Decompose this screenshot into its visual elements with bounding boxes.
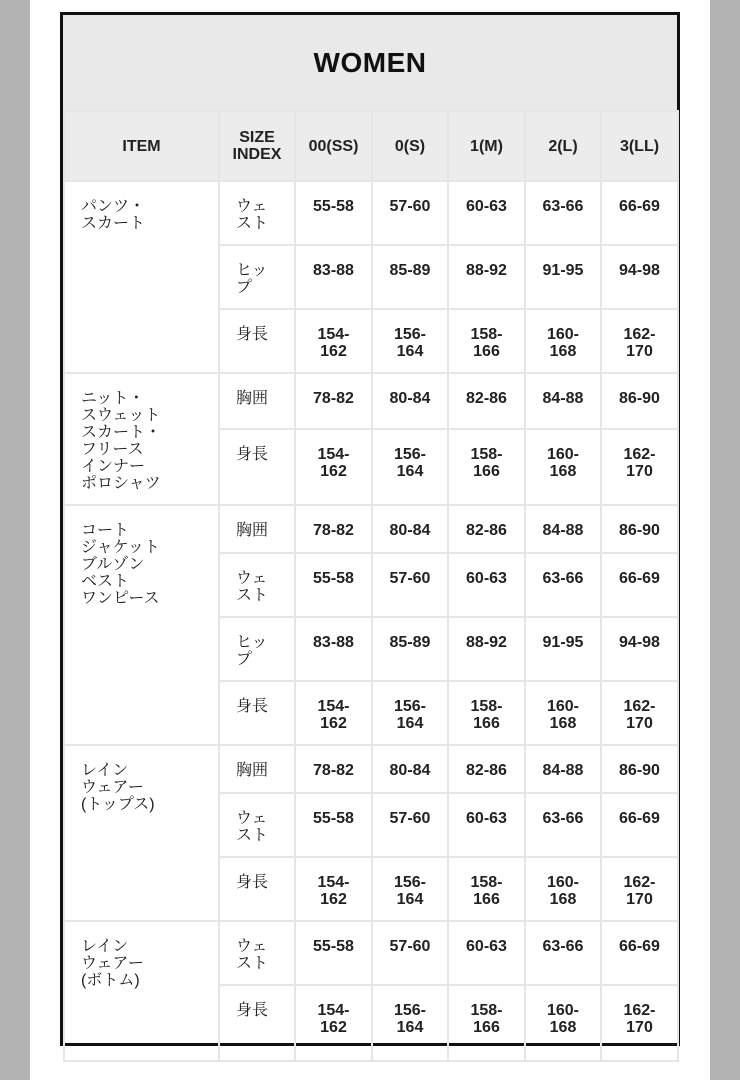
size-value-cell: 162- 170: [601, 681, 678, 745]
table-row: [64, 373, 678, 429]
size-value-cell: 86-90: [601, 373, 678, 429]
size-value-cell: 60-63: [448, 793, 525, 857]
size-value-cell: 57-60: [372, 793, 448, 857]
table-row: [64, 505, 678, 553]
header-size-3ll: 3(LL): [601, 111, 678, 181]
size-value-cell: 154- 162: [295, 985, 372, 1061]
size-index-cell: ヒッ プ: [219, 617, 295, 681]
size-value-cell: 66-69: [601, 793, 678, 857]
size-index-cell: 身長: [219, 309, 295, 373]
size-value-cell: 63-66: [525, 181, 601, 245]
size-value-cell: 158- 166: [448, 309, 525, 373]
header-size-2l: 2(L): [525, 111, 601, 181]
size-value-cell: 162- 170: [601, 985, 678, 1061]
size-value-cell: 63-66: [525, 921, 601, 985]
size-value-cell: 82-86: [448, 745, 525, 793]
size-index-cell: 身長: [219, 429, 295, 505]
size-value-cell: 162- 170: [601, 857, 678, 921]
size-value-cell: 80-84: [372, 505, 448, 553]
size-value-cell: 83-88: [295, 617, 372, 681]
size-value-cell: 160- 168: [525, 985, 601, 1061]
size-value-cell: 160- 168: [525, 681, 601, 745]
chart-title: WOMEN: [63, 15, 677, 110]
size-index-cell: 胸囲: [219, 745, 295, 793]
size-value-cell: 80-84: [372, 373, 448, 429]
size-value-cell: 94-98: [601, 245, 678, 309]
size-chart-frame: [60, 12, 680, 1046]
size-value-cell: 55-58: [295, 181, 372, 245]
size-value-cell: 66-69: [601, 921, 678, 985]
size-index-cell: 身長: [219, 857, 295, 921]
size-value-cell: 86-90: [601, 505, 678, 553]
item-category: パンツ・ スカート: [64, 181, 219, 373]
size-value-cell: 160- 168: [525, 857, 601, 921]
size-index-cell: ウェ スト: [219, 181, 295, 245]
size-value-cell: 156- 164: [372, 985, 448, 1061]
size-value-cell: 156- 164: [372, 857, 448, 921]
size-value-cell: 158- 166: [448, 681, 525, 745]
size-value-cell: 78-82: [295, 745, 372, 793]
size-index-cell: 胸囲: [219, 505, 295, 553]
header-row: [64, 111, 678, 181]
size-index-cell: ウェ スト: [219, 921, 295, 985]
size-value-cell: 84-88: [525, 745, 601, 793]
table-row: [64, 181, 678, 245]
size-value-cell: 60-63: [448, 921, 525, 985]
size-value-cell: 94-98: [601, 617, 678, 681]
size-index-cell: 身長: [219, 985, 295, 1061]
size-value-cell: 158- 166: [448, 429, 525, 505]
size-table: [63, 110, 679, 1062]
size-value-cell: 158- 166: [448, 985, 525, 1061]
header-size-0s: 0(S): [372, 111, 448, 181]
header-size-1m: 1(M): [448, 111, 525, 181]
table-row: [64, 745, 678, 793]
size-value-cell: 78-82: [295, 373, 372, 429]
size-value-cell: 63-66: [525, 553, 601, 617]
size-value-cell: 55-58: [295, 921, 372, 985]
size-value-cell: 66-69: [601, 181, 678, 245]
size-value-cell: 78-82: [295, 505, 372, 553]
table-row: [64, 921, 678, 985]
size-value-cell: 158- 166: [448, 857, 525, 921]
size-value-cell: 60-63: [448, 553, 525, 617]
size-value-cell: 156- 164: [372, 681, 448, 745]
size-value-cell: 57-60: [372, 181, 448, 245]
size-index-cell: ウェ スト: [219, 793, 295, 857]
size-index-cell: 身長: [219, 681, 295, 745]
size-value-cell: 57-60: [372, 553, 448, 617]
size-value-cell: 88-92: [448, 617, 525, 681]
size-index-cell: 胸囲: [219, 373, 295, 429]
size-value-cell: 66-69: [601, 553, 678, 617]
size-value-cell: 91-95: [525, 617, 601, 681]
size-value-cell: 154- 162: [295, 309, 372, 373]
size-value-cell: 84-88: [525, 373, 601, 429]
size-value-cell: 82-86: [448, 505, 525, 553]
size-value-cell: 85-89: [372, 617, 448, 681]
item-category: コート ジャケット ブルゾン ベスト ワンピース: [64, 505, 219, 745]
size-value-cell: 63-66: [525, 793, 601, 857]
size-value-cell: 160- 168: [525, 429, 601, 505]
size-value-cell: 57-60: [372, 921, 448, 985]
item-category: レイン ウェアー (ボトム): [64, 921, 219, 1061]
size-value-cell: 154- 162: [295, 681, 372, 745]
size-value-cell: 85-89: [372, 245, 448, 309]
size-value-cell: 154- 162: [295, 857, 372, 921]
size-index-cell: ウェ スト: [219, 553, 295, 617]
size-value-cell: 60-63: [448, 181, 525, 245]
header-size-00ss: 00(SS): [295, 111, 372, 181]
size-value-cell: 80-84: [372, 745, 448, 793]
size-value-cell: 156- 164: [372, 429, 448, 505]
page-sheet: [30, 0, 710, 1080]
size-value-cell: 88-92: [448, 245, 525, 309]
size-value-cell: 55-58: [295, 793, 372, 857]
size-value-cell: 160- 168: [525, 309, 601, 373]
size-index-cell: ヒッ プ: [219, 245, 295, 309]
size-value-cell: 154- 162: [295, 429, 372, 505]
size-value-cell: 91-95: [525, 245, 601, 309]
size-value-cell: 86-90: [601, 745, 678, 793]
item-category: ニット・ スウェット スカート・ フリース インナー ポロシャツ: [64, 373, 219, 505]
size-value-cell: 83-88: [295, 245, 372, 309]
size-value-cell: 162- 170: [601, 309, 678, 373]
size-value-cell: 82-86: [448, 373, 525, 429]
size-value-cell: 156- 164: [372, 309, 448, 373]
size-value-cell: 84-88: [525, 505, 601, 553]
item-category: レイン ウェアー (トップス): [64, 745, 219, 921]
size-value-cell: 162- 170: [601, 429, 678, 505]
size-value-cell: 55-58: [295, 553, 372, 617]
header-size-index: SIZE INDEX: [219, 111, 295, 181]
header-item: ITEM: [64, 111, 219, 181]
